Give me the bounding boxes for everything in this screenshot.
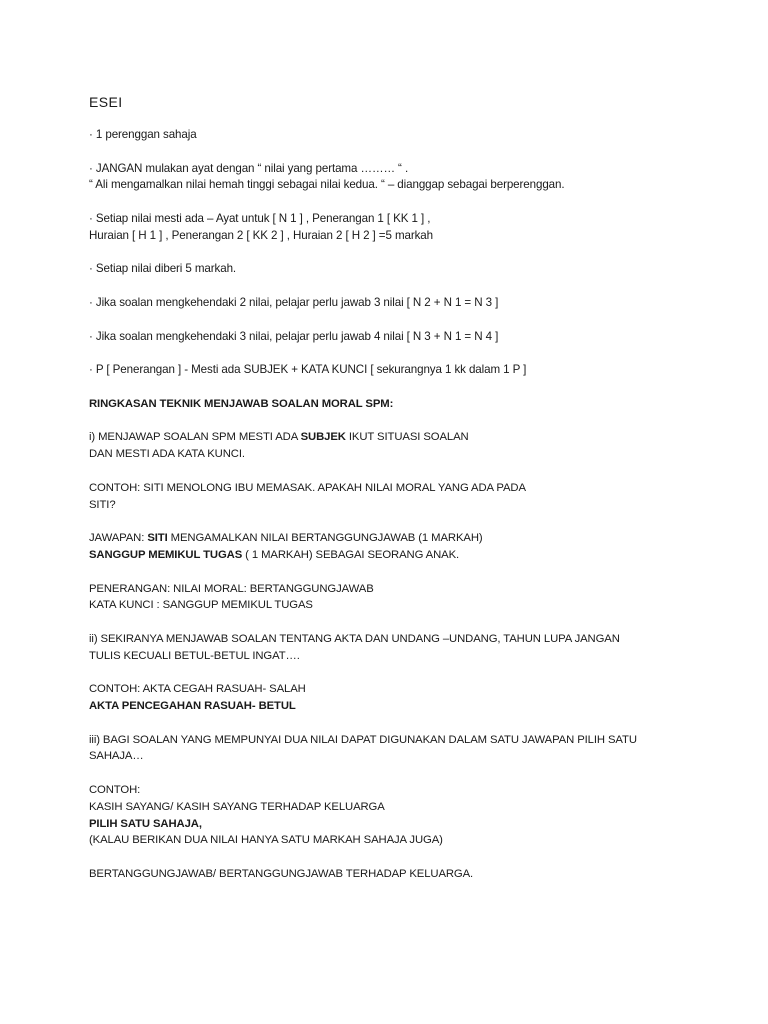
example-2-line-2: AKTA PENCEGAHAN RASUAH- BETUL [89,700,296,713]
point-1-line-1 [89,429,749,446]
bullet-line: · Jika soalan mengkehendaki 3 nilai, pelajar perlu jawab 4 nilai [ N 3 + N 1 = N 4 ] [89,329,499,343]
example-3-line-3: PILIH SATU SAHAJA, [89,817,202,830]
answer-1-line-1 [89,530,749,547]
last-line: BERTANGGUNGJAWAB/ BERTANGGUNGJAWAB TERHADAP KELUARGA. [89,868,474,881]
example-1-paragraph [89,480,749,514]
bullet-line: · JANGAN mulakan ayat dengan “ nilai yang pertama ……… “ . [89,161,409,175]
explanation-1-line-2: KATA KUNCI : SANGGUP MEMIKUL TUGAS [89,599,313,612]
bullet-paragraph [89,161,749,195]
example-3-line-2: KASIH SAYANG/ KASIH SAYANG TERHADAP KELUARGA [89,800,385,813]
example-1-line-2: SITI? [89,498,116,511]
bullet-paragraph [89,329,749,346]
answer-label: JAWAPAN: [89,532,148,545]
bold-run: SITI [147,532,168,545]
bullet-line: · Jika soalan mengkehendaki 2 nilai, pelajar perlu jawab 3 nilai [ N 2 + N 1 = N 3 ] [89,295,499,309]
bold-run: SUBJEK [300,431,346,444]
summary-heading-paragraph [89,396,749,413]
example-3-line-4: (KALAU BERIKAN DUA NILAI HANYA SATU MARKAH SAHAJA JUGA) [89,834,443,847]
point-2-paragraph [89,631,749,665]
point-3-line-2: SAHAJA… [89,750,144,763]
document-body [89,93,749,900]
last-paragraph [89,866,749,883]
point-3-line-1: iii) BAGI SOALAN YANG MEMPUNYAI DUA NILAI DAPAT DIGUNAKAN DALAM SATU JAWAPAN PILIH SATU [89,733,637,746]
bullet-line: · P [ Penerangan ] - Mesti ada SUBJEK + KATA KUNCI [ sekurangnya 1 kk dalam 1 P ] [89,363,527,377]
example-2-paragraph [89,681,749,715]
example-1-line-1: CONTOH: SITI MENOLONG IBU MEMASAK. APAKAH NILAI MORAL YANG ADA PADA [89,481,526,494]
example-3-paragraph [89,782,749,849]
text-run: IKUT SITUASI SOALAN [345,431,469,444]
bullet-paragraph [89,362,749,379]
example-3-line-1: CONTOH: [89,784,141,797]
bullet-line: · Setiap nilai mesti ada – Ayat untuk [ N 1 ] , Penerangan 1 [ KK 1 ] , [89,211,431,225]
answer-1-paragraph [89,530,749,564]
text-run: i) MENJAWAP SOALAN SPM MESTI ADA [89,431,301,444]
point-1-paragraph [89,429,749,463]
text-run: MENGAMALKAN NILAI BERTANGGUNGJAWAB (1 MARKAH) [167,532,483,545]
bullet-line: Huraian [ H 1 ] , Penerangan 2 [ KK 2 ] , Huraian 2 [ H 2 ] =5 markah [89,228,433,242]
bullet-paragraph [89,295,749,312]
bullet-line: · Setiap nilai diberi 5 markah. [89,262,237,276]
answer-1-line-2 [89,547,749,564]
point-2-line-2: TULIS KECUALI BETUL-BETUL INGAT…. [89,649,300,662]
bullet-paragraph [89,261,749,278]
bullet-paragraph [89,211,749,245]
document-title: ESEI [89,94,123,110]
point-3-paragraph [89,732,749,766]
explanation-1-paragraph [89,581,749,615]
explanation-1-line-1: PENERANGAN: NILAI MORAL: BERTANGGUNGJAWAB [89,582,374,595]
bullet-line: “ Ali mengamalkan nilai hemah tinggi sebagai nilai kedua. “ – dianggap sebagai berperenggan. [89,178,565,192]
summary-heading: RINGKASAN TEKNIK MENJAWAB SOALAN MORAL SPM: [89,397,394,410]
point-2-line-1: ii) SEKIRANYA MENJAWAB SOALAN TENTANG AKTA DAN UNDANG –UNDANG, TAHUN LUPA JANGAN [89,632,620,645]
bold-run: SANGGUP MEMIKUL TUGAS [89,548,243,561]
point-1-line-2: DAN MESTI ADA KATA KUNCI. [89,448,245,461]
text-run: ( 1 MARKAH) SEBAGAI SEORANG ANAK. [242,548,460,561]
bullet-line: · 1 perenggan sahaja [89,128,197,141]
example-2-line-1: CONTOH: AKTA CEGAH RASUAH- SALAH [89,683,306,696]
bullet-paragraph [89,127,749,144]
